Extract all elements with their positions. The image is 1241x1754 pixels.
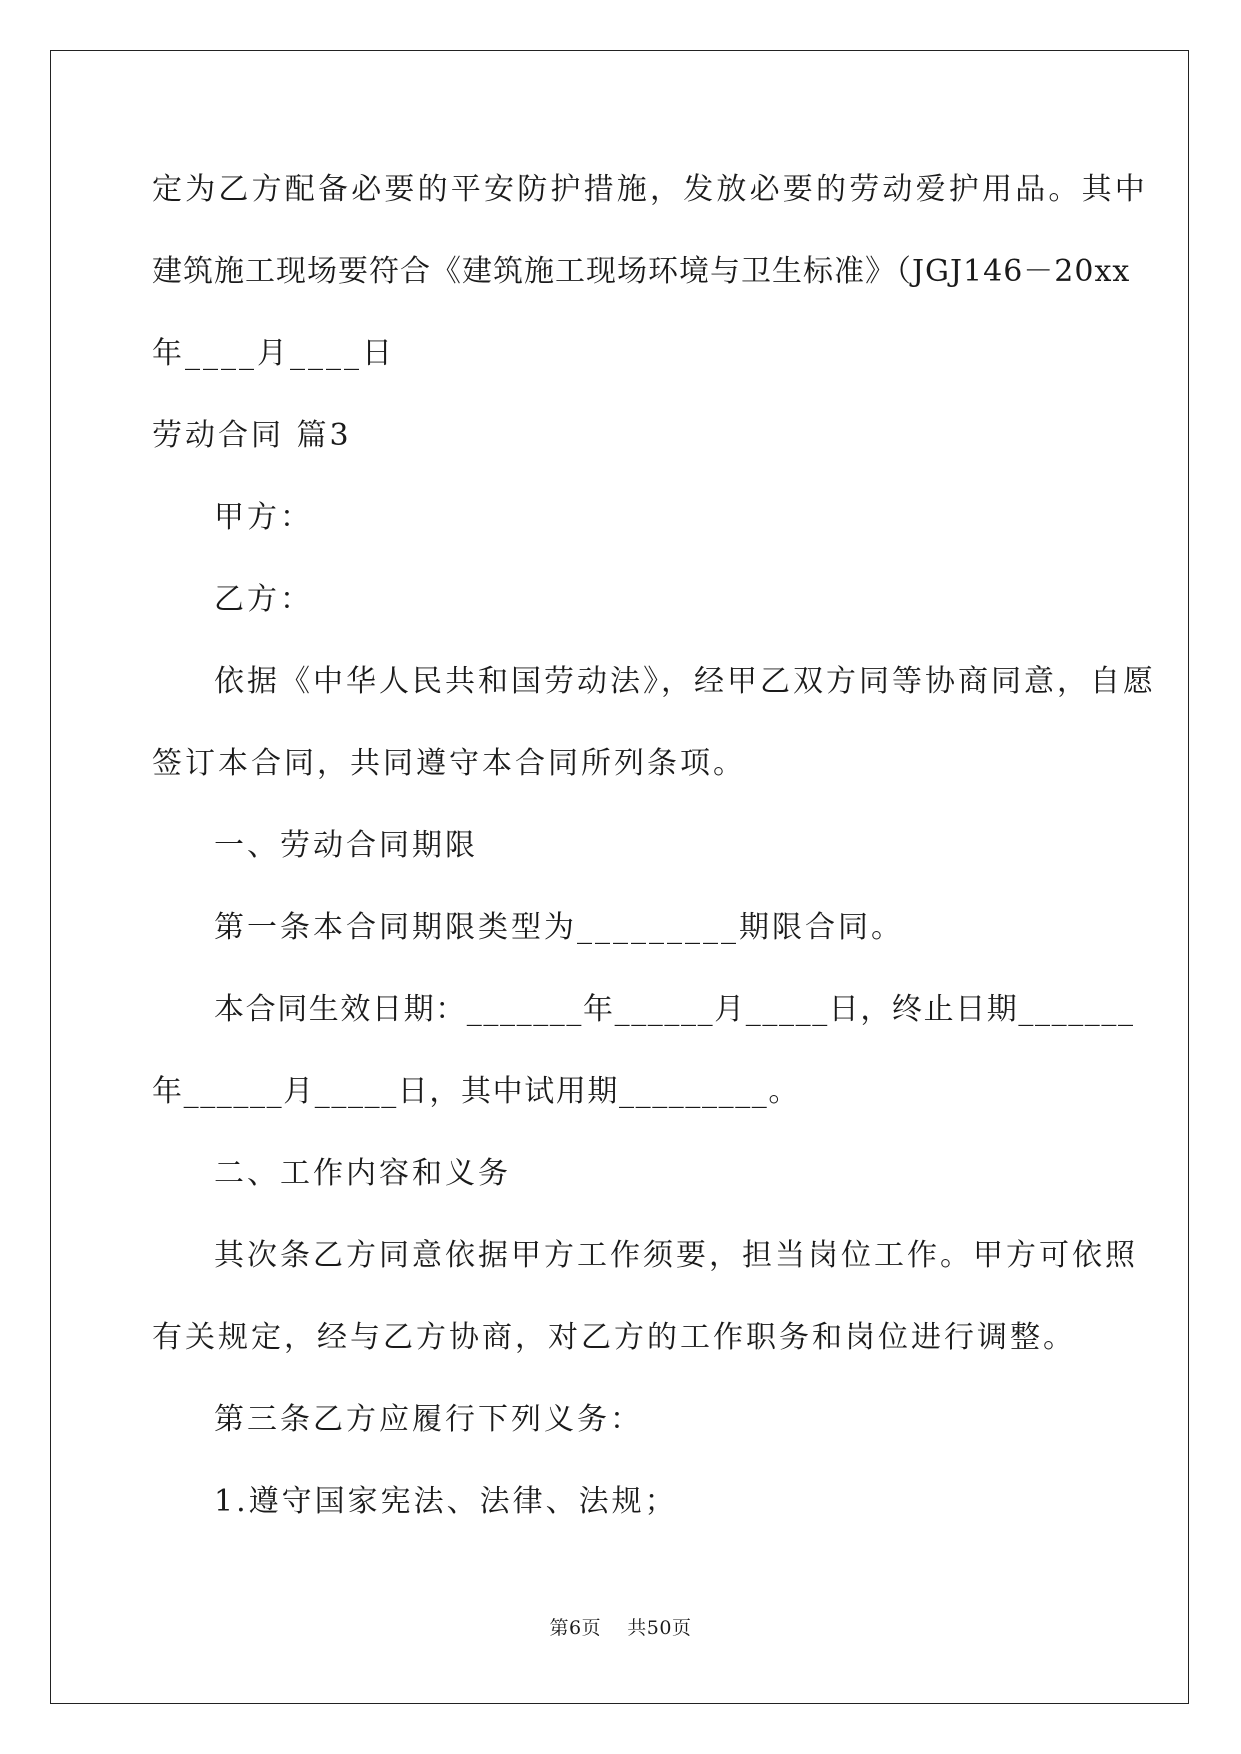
clause-heading: 二、工作内容和义务 <box>214 1156 511 1191</box>
page-border <box>50 50 1189 1704</box>
date-line: 年____月____日 <box>152 336 395 371</box>
paragraph-line: 有关规定，经与乙方协商，对乙方的工作职务和岗位进行调整。 <box>152 1320 1076 1355</box>
page-number: 第6页 共50页 <box>549 1617 692 1639</box>
paragraph-line: 签订本合同，共同遵守本合同所列条项。 <box>152 746 746 781</box>
paragraph-line: 定为乙方配备必要的平安防护措施，发放必要的劳动爱护用品。其中 <box>152 172 1148 207</box>
clause-heading: 一、劳动合同期限 <box>214 828 478 863</box>
paragraph-line: 其次条乙方同意依据甲方工作须要，担当岗位工作。甲方可依照 <box>214 1238 1138 1273</box>
list-item: 1.遵守国家宪法、法律、法规； <box>214 1484 678 1519</box>
paragraph-line: 依据《中华人民共和国劳动法》，经甲乙双方同等协商同意，自愿 <box>214 664 1156 699</box>
section-title: 劳动合同 篇3 <box>152 418 352 453</box>
paragraph-line: 第一条本合同期限类型为_________期限合同。 <box>214 910 904 945</box>
paragraph-line: 建筑施工现场要符合《建筑施工现场环境与卫生标准》（JGJ146－20xx <box>152 254 1131 289</box>
paragraph-line: 第三条乙方应履行下列义务： <box>214 1402 643 1437</box>
party-a-label: 甲方： <box>214 500 313 535</box>
party-b-label: 乙方： <box>214 582 313 617</box>
paragraph-line: 年______月_____日，其中试用期_________。 <box>152 1074 800 1109</box>
paragraph-line: 本合同生效日期：_______年______月_____日，终止日期_______ <box>214 992 1135 1027</box>
